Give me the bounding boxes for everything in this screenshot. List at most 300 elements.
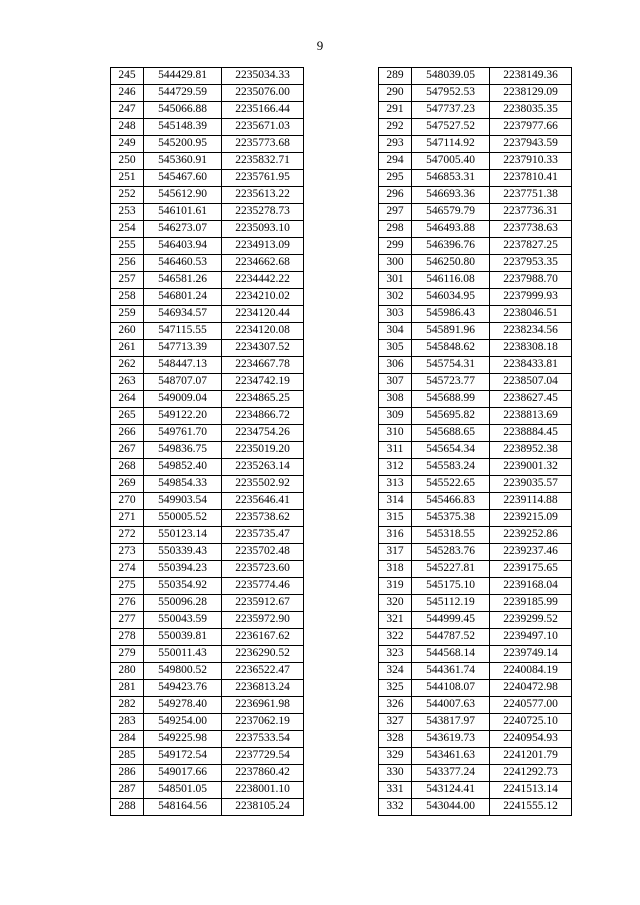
x-coordinate-cell: 546250.80 bbox=[412, 255, 490, 272]
y-coordinate-cell: 2235671.03 bbox=[222, 119, 304, 136]
table-row bbox=[379, 544, 572, 561]
x-coordinate-cell: 550039.81 bbox=[144, 629, 222, 646]
x-coordinate-cell: 547114.92 bbox=[412, 136, 490, 153]
y-coordinate-cell: 2236813.24 bbox=[222, 680, 304, 697]
point-number-cell: 301 bbox=[379, 272, 412, 289]
table-row bbox=[379, 119, 572, 136]
y-coordinate-cell: 2239237.46 bbox=[490, 544, 572, 561]
coordinates-table-right bbox=[378, 67, 572, 816]
point-number-cell: 325 bbox=[379, 680, 412, 697]
table-row bbox=[379, 493, 572, 510]
table-row bbox=[379, 612, 572, 629]
x-coordinate-cell: 545227.81 bbox=[412, 561, 490, 578]
point-number-cell: 280 bbox=[111, 663, 144, 680]
y-coordinate-cell: 2235502.92 bbox=[222, 476, 304, 493]
y-coordinate-cell: 2238433.81 bbox=[490, 357, 572, 374]
x-coordinate-cell: 543124.41 bbox=[412, 782, 490, 799]
table-row bbox=[111, 102, 304, 119]
table-row bbox=[111, 612, 304, 629]
table-row bbox=[379, 782, 572, 799]
point-number-cell: 282 bbox=[111, 697, 144, 714]
point-number-cell: 255 bbox=[111, 238, 144, 255]
table-row bbox=[379, 697, 572, 714]
point-number-cell: 254 bbox=[111, 221, 144, 238]
table-row bbox=[379, 442, 572, 459]
y-coordinate-cell: 2239185.99 bbox=[490, 595, 572, 612]
x-coordinate-cell: 546403.94 bbox=[144, 238, 222, 255]
point-number-cell: 328 bbox=[379, 731, 412, 748]
y-coordinate-cell: 2234662.68 bbox=[222, 255, 304, 272]
table-row bbox=[379, 204, 572, 221]
x-coordinate-cell: 549009.04 bbox=[144, 391, 222, 408]
point-number-cell: 265 bbox=[111, 408, 144, 425]
point-number-cell: 293 bbox=[379, 136, 412, 153]
table-row bbox=[111, 646, 304, 663]
point-number-cell: 248 bbox=[111, 119, 144, 136]
y-coordinate-cell: 2237062.19 bbox=[222, 714, 304, 731]
x-coordinate-cell: 545112.19 bbox=[412, 595, 490, 612]
y-coordinate-cell: 2238105.24 bbox=[222, 799, 304, 816]
y-coordinate-cell: 2238046.51 bbox=[490, 306, 572, 323]
table-row bbox=[111, 578, 304, 595]
table-row bbox=[111, 221, 304, 238]
table-row bbox=[379, 476, 572, 493]
point-number-cell: 295 bbox=[379, 170, 412, 187]
table-row bbox=[379, 680, 572, 697]
x-coordinate-cell: 546460.53 bbox=[144, 255, 222, 272]
y-coordinate-cell: 2234866.72 bbox=[222, 408, 304, 425]
table-row bbox=[379, 391, 572, 408]
x-coordinate-cell: 543461.63 bbox=[412, 748, 490, 765]
point-number-cell: 332 bbox=[379, 799, 412, 816]
table-row bbox=[111, 697, 304, 714]
point-number-cell: 258 bbox=[111, 289, 144, 306]
point-number-cell: 324 bbox=[379, 663, 412, 680]
table-row bbox=[379, 357, 572, 374]
point-number-cell: 246 bbox=[111, 85, 144, 102]
y-coordinate-cell: 2235761.95 bbox=[222, 170, 304, 187]
y-coordinate-cell: 2235832.71 bbox=[222, 153, 304, 170]
point-number-cell: 256 bbox=[111, 255, 144, 272]
x-coordinate-cell: 545612.90 bbox=[144, 187, 222, 204]
y-coordinate-cell: 2235735.47 bbox=[222, 527, 304, 544]
table-row bbox=[379, 799, 572, 816]
table-row bbox=[111, 408, 304, 425]
table-row bbox=[111, 782, 304, 799]
table-row bbox=[379, 527, 572, 544]
x-coordinate-cell: 545754.31 bbox=[412, 357, 490, 374]
y-coordinate-cell: 2237729.54 bbox=[222, 748, 304, 765]
x-coordinate-cell: 544361.74 bbox=[412, 663, 490, 680]
x-coordinate-cell: 544007.63 bbox=[412, 697, 490, 714]
point-number-cell: 315 bbox=[379, 510, 412, 527]
y-coordinate-cell: 2237751.38 bbox=[490, 187, 572, 204]
table-row bbox=[111, 238, 304, 255]
x-coordinate-cell: 548039.05 bbox=[412, 68, 490, 85]
table-row bbox=[111, 204, 304, 221]
y-coordinate-cell: 2238627.45 bbox=[490, 391, 572, 408]
x-coordinate-cell: 549761.70 bbox=[144, 425, 222, 442]
table-row bbox=[111, 187, 304, 204]
point-number-cell: 272 bbox=[111, 527, 144, 544]
point-number-cell: 329 bbox=[379, 748, 412, 765]
y-coordinate-cell: 2234742.19 bbox=[222, 374, 304, 391]
y-coordinate-cell: 2238035.35 bbox=[490, 102, 572, 119]
table-row bbox=[379, 170, 572, 187]
x-coordinate-cell: 545360.91 bbox=[144, 153, 222, 170]
point-number-cell: 326 bbox=[379, 697, 412, 714]
y-coordinate-cell: 2239749.14 bbox=[490, 646, 572, 663]
x-coordinate-cell: 550123.14 bbox=[144, 527, 222, 544]
table-row bbox=[379, 595, 572, 612]
point-number-cell: 314 bbox=[379, 493, 412, 510]
y-coordinate-cell: 2238507.04 bbox=[490, 374, 572, 391]
x-coordinate-cell: 548164.56 bbox=[144, 799, 222, 816]
point-number-cell: 330 bbox=[379, 765, 412, 782]
point-number-cell: 281 bbox=[111, 680, 144, 697]
x-coordinate-cell: 548447.13 bbox=[144, 357, 222, 374]
x-coordinate-cell: 549903.54 bbox=[144, 493, 222, 510]
y-coordinate-cell: 2235972.90 bbox=[222, 612, 304, 629]
y-coordinate-cell: 2237827.25 bbox=[490, 238, 572, 255]
point-number-cell: 299 bbox=[379, 238, 412, 255]
y-coordinate-cell: 2237988.70 bbox=[490, 272, 572, 289]
table-row bbox=[111, 85, 304, 102]
table-row bbox=[379, 646, 572, 663]
point-number-cell: 262 bbox=[111, 357, 144, 374]
point-number-cell: 327 bbox=[379, 714, 412, 731]
table-row bbox=[379, 153, 572, 170]
point-number-cell: 257 bbox=[111, 272, 144, 289]
y-coordinate-cell: 2239215.09 bbox=[490, 510, 572, 527]
point-number-cell: 322 bbox=[379, 629, 412, 646]
table-row bbox=[379, 765, 572, 782]
y-coordinate-cell: 2238001.10 bbox=[222, 782, 304, 799]
table-row bbox=[111, 425, 304, 442]
x-coordinate-cell: 545318.55 bbox=[412, 527, 490, 544]
y-coordinate-cell: 2240084.19 bbox=[490, 663, 572, 680]
point-number-cell: 297 bbox=[379, 204, 412, 221]
x-coordinate-cell: 544787.52 bbox=[412, 629, 490, 646]
table-row bbox=[379, 255, 572, 272]
table-row bbox=[111, 765, 304, 782]
point-number-cell: 271 bbox=[111, 510, 144, 527]
table-row bbox=[379, 714, 572, 731]
x-coordinate-cell: 549254.00 bbox=[144, 714, 222, 731]
table-row bbox=[111, 255, 304, 272]
x-coordinate-cell: 547737.23 bbox=[412, 102, 490, 119]
point-number-cell: 292 bbox=[379, 119, 412, 136]
point-number-cell: 286 bbox=[111, 765, 144, 782]
table-row bbox=[111, 119, 304, 136]
point-number-cell: 283 bbox=[111, 714, 144, 731]
point-number-cell: 294 bbox=[379, 153, 412, 170]
point-number-cell: 290 bbox=[379, 85, 412, 102]
table-row bbox=[379, 238, 572, 255]
y-coordinate-cell: 2236522.47 bbox=[222, 663, 304, 680]
x-coordinate-cell: 546693.36 bbox=[412, 187, 490, 204]
y-coordinate-cell: 2235278.73 bbox=[222, 204, 304, 221]
y-coordinate-cell: 2234120.44 bbox=[222, 306, 304, 323]
point-number-cell: 266 bbox=[111, 425, 144, 442]
x-coordinate-cell: 548707.07 bbox=[144, 374, 222, 391]
y-coordinate-cell: 2235034.33 bbox=[222, 68, 304, 85]
point-number-cell: 313 bbox=[379, 476, 412, 493]
point-number-cell: 331 bbox=[379, 782, 412, 799]
point-number-cell: 304 bbox=[379, 323, 412, 340]
table-row bbox=[111, 595, 304, 612]
x-coordinate-cell: 549836.75 bbox=[144, 442, 222, 459]
y-coordinate-cell: 2235613.22 bbox=[222, 187, 304, 204]
point-number-cell: 288 bbox=[111, 799, 144, 816]
x-coordinate-cell: 549854.33 bbox=[144, 476, 222, 493]
point-number-cell: 276 bbox=[111, 595, 144, 612]
point-number-cell: 308 bbox=[379, 391, 412, 408]
x-coordinate-cell: 545466.83 bbox=[412, 493, 490, 510]
x-coordinate-cell: 549225.98 bbox=[144, 731, 222, 748]
x-coordinate-cell: 547527.52 bbox=[412, 119, 490, 136]
x-coordinate-cell: 550043.59 bbox=[144, 612, 222, 629]
point-number-cell: 312 bbox=[379, 459, 412, 476]
y-coordinate-cell: 2237810.41 bbox=[490, 170, 572, 187]
y-coordinate-cell: 2237943.59 bbox=[490, 136, 572, 153]
point-number-cell: 307 bbox=[379, 374, 412, 391]
table-row bbox=[379, 748, 572, 765]
table-row bbox=[379, 102, 572, 119]
y-coordinate-cell: 2234210.02 bbox=[222, 289, 304, 306]
table-row bbox=[111, 459, 304, 476]
y-coordinate-cell: 2234442.22 bbox=[222, 272, 304, 289]
table-row bbox=[111, 663, 304, 680]
x-coordinate-cell: 545695.82 bbox=[412, 408, 490, 425]
y-coordinate-cell: 2234667.78 bbox=[222, 357, 304, 374]
x-coordinate-cell: 546034.95 bbox=[412, 289, 490, 306]
table-row bbox=[379, 731, 572, 748]
x-coordinate-cell: 549017.66 bbox=[144, 765, 222, 782]
point-number-cell: 310 bbox=[379, 425, 412, 442]
point-number-cell: 306 bbox=[379, 357, 412, 374]
table-row bbox=[111, 391, 304, 408]
y-coordinate-cell: 2235912.67 bbox=[222, 595, 304, 612]
point-number-cell: 260 bbox=[111, 323, 144, 340]
table-row bbox=[379, 459, 572, 476]
table-row bbox=[111, 561, 304, 578]
point-number-cell: 267 bbox=[111, 442, 144, 459]
y-coordinate-cell: 2237999.93 bbox=[490, 289, 572, 306]
point-number-cell: 274 bbox=[111, 561, 144, 578]
y-coordinate-cell: 2238149.36 bbox=[490, 68, 572, 85]
coordinates-table-left bbox=[110, 67, 304, 816]
y-coordinate-cell: 2235738.62 bbox=[222, 510, 304, 527]
point-number-cell: 245 bbox=[111, 68, 144, 85]
y-coordinate-cell: 2237953.35 bbox=[490, 255, 572, 272]
x-coordinate-cell: 545583.24 bbox=[412, 459, 490, 476]
y-coordinate-cell: 2237910.33 bbox=[490, 153, 572, 170]
x-coordinate-cell: 546116.08 bbox=[412, 272, 490, 289]
point-number-cell: 251 bbox=[111, 170, 144, 187]
y-coordinate-cell: 2240472.98 bbox=[490, 680, 572, 697]
table-row bbox=[111, 442, 304, 459]
point-number-cell: 259 bbox=[111, 306, 144, 323]
x-coordinate-cell: 546396.76 bbox=[412, 238, 490, 255]
x-coordinate-cell: 549122.20 bbox=[144, 408, 222, 425]
x-coordinate-cell: 547115.55 bbox=[144, 323, 222, 340]
x-coordinate-cell: 546101.61 bbox=[144, 204, 222, 221]
point-number-cell: 270 bbox=[111, 493, 144, 510]
point-number-cell: 316 bbox=[379, 527, 412, 544]
y-coordinate-cell: 2241292.73 bbox=[490, 765, 572, 782]
y-coordinate-cell: 2234913.09 bbox=[222, 238, 304, 255]
y-coordinate-cell: 2234307.52 bbox=[222, 340, 304, 357]
point-number-cell: 318 bbox=[379, 561, 412, 578]
table-row bbox=[111, 714, 304, 731]
y-coordinate-cell: 2237736.31 bbox=[490, 204, 572, 221]
x-coordinate-cell: 544108.07 bbox=[412, 680, 490, 697]
table-row bbox=[111, 323, 304, 340]
y-coordinate-cell: 2237977.66 bbox=[490, 119, 572, 136]
x-coordinate-cell: 546493.88 bbox=[412, 221, 490, 238]
x-coordinate-cell: 549423.76 bbox=[144, 680, 222, 697]
table-row bbox=[379, 629, 572, 646]
x-coordinate-cell: 545891.96 bbox=[412, 323, 490, 340]
table-row bbox=[379, 578, 572, 595]
point-number-cell: 249 bbox=[111, 136, 144, 153]
point-number-cell: 268 bbox=[111, 459, 144, 476]
point-number-cell: 289 bbox=[379, 68, 412, 85]
x-coordinate-cell: 545200.95 bbox=[144, 136, 222, 153]
table-row bbox=[111, 476, 304, 493]
x-coordinate-cell: 545066.88 bbox=[144, 102, 222, 119]
table-row bbox=[379, 306, 572, 323]
x-coordinate-cell: 546273.07 bbox=[144, 221, 222, 238]
x-coordinate-cell: 549172.54 bbox=[144, 748, 222, 765]
point-number-cell: 311 bbox=[379, 442, 412, 459]
point-number-cell: 247 bbox=[111, 102, 144, 119]
y-coordinate-cell: 2235019.20 bbox=[222, 442, 304, 459]
table-row bbox=[111, 289, 304, 306]
table-row bbox=[111, 680, 304, 697]
y-coordinate-cell: 2241513.14 bbox=[490, 782, 572, 799]
y-coordinate-cell: 2239252.86 bbox=[490, 527, 572, 544]
point-number-cell: 298 bbox=[379, 221, 412, 238]
x-coordinate-cell: 545522.65 bbox=[412, 476, 490, 493]
x-coordinate-cell: 550354.92 bbox=[144, 578, 222, 595]
y-coordinate-cell: 2239001.32 bbox=[490, 459, 572, 476]
x-coordinate-cell: 550096.28 bbox=[144, 595, 222, 612]
point-number-cell: 319 bbox=[379, 578, 412, 595]
table-row bbox=[111, 272, 304, 289]
point-number-cell: 284 bbox=[111, 731, 144, 748]
x-coordinate-cell: 545175.10 bbox=[412, 578, 490, 595]
y-coordinate-cell: 2237860.42 bbox=[222, 765, 304, 782]
x-coordinate-cell: 546801.24 bbox=[144, 289, 222, 306]
y-coordinate-cell: 2236290.52 bbox=[222, 646, 304, 663]
x-coordinate-cell: 546581.26 bbox=[144, 272, 222, 289]
y-coordinate-cell: 2239168.04 bbox=[490, 578, 572, 595]
x-coordinate-cell: 545986.43 bbox=[412, 306, 490, 323]
table-row bbox=[111, 374, 304, 391]
table-row bbox=[111, 799, 304, 816]
point-number-cell: 269 bbox=[111, 476, 144, 493]
x-coordinate-cell: 545688.65 bbox=[412, 425, 490, 442]
x-coordinate-cell: 544568.14 bbox=[412, 646, 490, 663]
x-coordinate-cell: 545654.34 bbox=[412, 442, 490, 459]
point-number-cell: 253 bbox=[111, 204, 144, 221]
table-row bbox=[111, 527, 304, 544]
point-number-cell: 285 bbox=[111, 748, 144, 765]
x-coordinate-cell: 545723.77 bbox=[412, 374, 490, 391]
y-coordinate-cell: 2241555.12 bbox=[490, 799, 572, 816]
x-coordinate-cell: 545848.62 bbox=[412, 340, 490, 357]
table-row bbox=[379, 340, 572, 357]
table-row bbox=[111, 510, 304, 527]
table-row bbox=[379, 272, 572, 289]
x-coordinate-cell: 550339.43 bbox=[144, 544, 222, 561]
y-coordinate-cell: 2238234.56 bbox=[490, 323, 572, 340]
y-coordinate-cell: 2235702.48 bbox=[222, 544, 304, 561]
table-row bbox=[379, 510, 572, 527]
y-coordinate-cell: 2235774.46 bbox=[222, 578, 304, 595]
table-row bbox=[111, 136, 304, 153]
x-coordinate-cell: 547713.39 bbox=[144, 340, 222, 357]
table-row bbox=[379, 425, 572, 442]
table-row bbox=[111, 357, 304, 374]
point-number-cell: 309 bbox=[379, 408, 412, 425]
y-coordinate-cell: 2235166.44 bbox=[222, 102, 304, 119]
table-row bbox=[111, 170, 304, 187]
point-number-cell: 320 bbox=[379, 595, 412, 612]
x-coordinate-cell: 543817.97 bbox=[412, 714, 490, 731]
x-coordinate-cell: 547952.53 bbox=[412, 85, 490, 102]
y-coordinate-cell: 2235093.10 bbox=[222, 221, 304, 238]
x-coordinate-cell: 545375.38 bbox=[412, 510, 490, 527]
point-number-cell: 317 bbox=[379, 544, 412, 561]
point-number-cell: 296 bbox=[379, 187, 412, 204]
y-coordinate-cell: 2239114.88 bbox=[490, 493, 572, 510]
y-coordinate-cell: 2236961.98 bbox=[222, 697, 304, 714]
x-coordinate-cell: 549278.40 bbox=[144, 697, 222, 714]
y-coordinate-cell: 2239497.10 bbox=[490, 629, 572, 646]
table-row bbox=[379, 136, 572, 153]
table-row bbox=[111, 544, 304, 561]
point-number-cell: 291 bbox=[379, 102, 412, 119]
y-coordinate-cell: 2238952.38 bbox=[490, 442, 572, 459]
point-number-cell: 303 bbox=[379, 306, 412, 323]
table-row bbox=[379, 289, 572, 306]
x-coordinate-cell: 543044.00 bbox=[412, 799, 490, 816]
x-coordinate-cell: 544429.81 bbox=[144, 68, 222, 85]
y-coordinate-cell: 2235773.68 bbox=[222, 136, 304, 153]
point-number-cell: 250 bbox=[111, 153, 144, 170]
table-row bbox=[111, 629, 304, 646]
table-row bbox=[379, 374, 572, 391]
x-coordinate-cell: 544999.45 bbox=[412, 612, 490, 629]
x-coordinate-cell: 545467.60 bbox=[144, 170, 222, 187]
y-coordinate-cell: 2238308.18 bbox=[490, 340, 572, 357]
y-coordinate-cell: 2240954.93 bbox=[490, 731, 572, 748]
point-number-cell: 302 bbox=[379, 289, 412, 306]
point-number-cell: 275 bbox=[111, 578, 144, 595]
y-coordinate-cell: 2239175.65 bbox=[490, 561, 572, 578]
x-coordinate-cell: 550394.23 bbox=[144, 561, 222, 578]
table-row bbox=[111, 306, 304, 323]
x-coordinate-cell: 544729.59 bbox=[144, 85, 222, 102]
point-number-cell: 300 bbox=[379, 255, 412, 272]
point-number-cell: 273 bbox=[111, 544, 144, 561]
y-coordinate-cell: 2234865.25 bbox=[222, 391, 304, 408]
x-coordinate-cell: 546853.31 bbox=[412, 170, 490, 187]
y-coordinate-cell: 2234754.26 bbox=[222, 425, 304, 442]
